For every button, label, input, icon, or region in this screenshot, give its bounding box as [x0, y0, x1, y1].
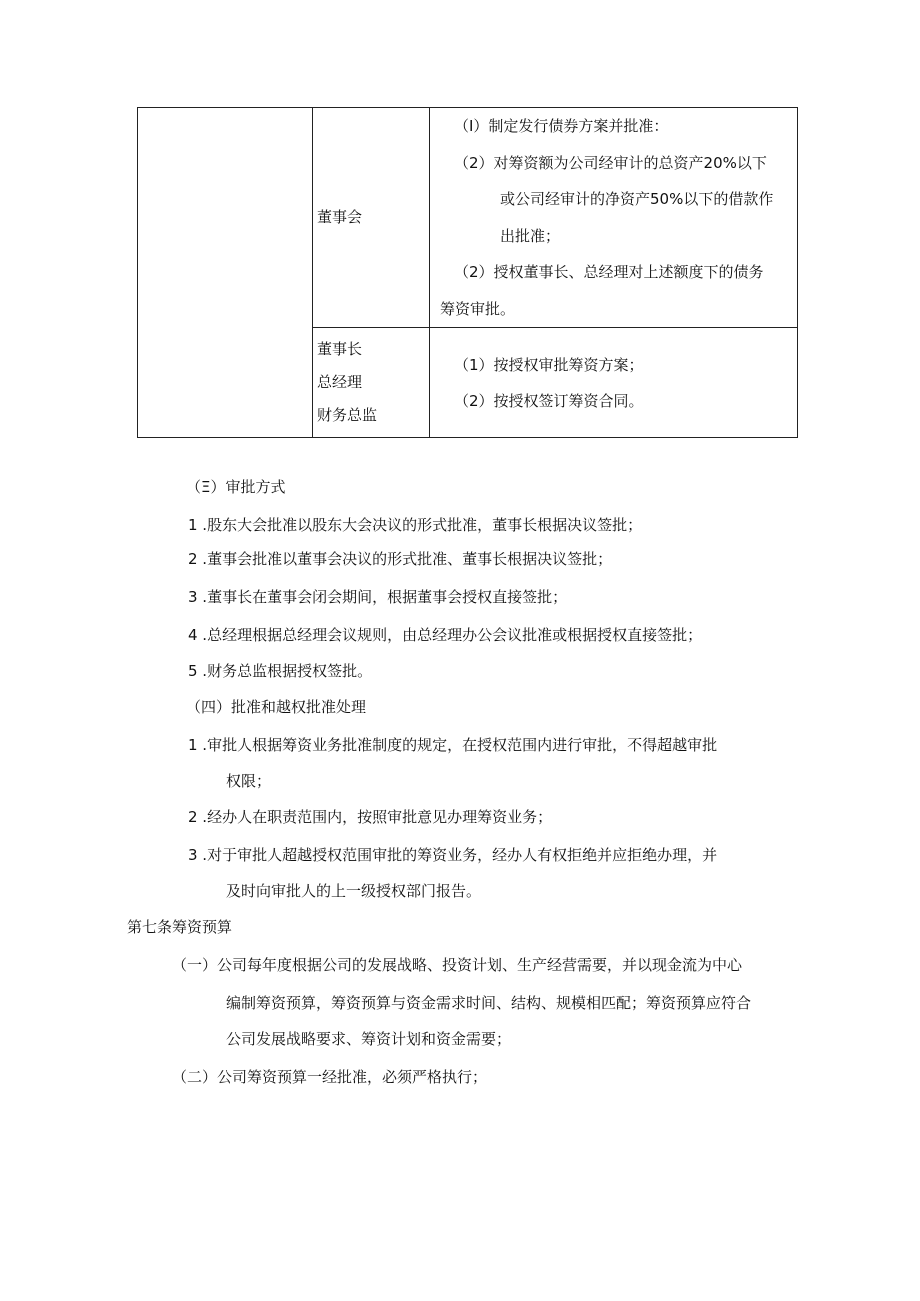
role-cell-executives	[313, 328, 430, 438]
approval-method-item-1: 1 .股东大会批准以股东大会决议的形式批准，董事长根据决议签批；	[188, 516, 643, 534]
role-cell-board	[313, 108, 430, 328]
board-duty-2-end: 出批准；	[500, 226, 561, 245]
overreach-item-1-cont: 权限；	[226, 772, 272, 790]
role-general-manager: 总经理	[317, 373, 363, 391]
approval-method-item-5: 5 .财务总监根据授权签批。	[188, 662, 373, 680]
article-7-para-1-end: 公司发展战略要求、筹资计划和资金需要；	[226, 1030, 512, 1048]
section-heading-approval-method: （Ξ）审批方式	[186, 478, 286, 496]
section-heading-overreach: （四）批准和越权批准处理	[186, 698, 367, 716]
board-duty-1: （I）制定发行债券方案并批准：	[454, 117, 669, 135]
board-duty-3-end: 筹资审批。	[440, 299, 516, 318]
article-7-para-1: （一）公司每年度根据公司的发展战略、投资计划、生产经营需要，并以现金流为中心	[172, 956, 743, 974]
exec-duty-2: （2）按授权签订筹资合同。	[454, 391, 644, 410]
approval-authority-table	[137, 107, 798, 438]
approval-method-item-2: 2 .董事会批准以董事会决议的形式批准、董事长根据决议签批；	[188, 550, 613, 568]
approval-method-item-3: 3 .董事长在董事会闭会期间，根据董事会授权直接签批；	[188, 588, 568, 606]
article-7-para-2: （二）公司筹资预算一经批准，必须严格执行；	[172, 1068, 488, 1086]
article-7-title: 第七条筹资预算	[127, 918, 233, 936]
board-duty-2-cont: 或公司经审计的净资产50%以下的借款作	[500, 190, 774, 208]
board-duty-2: （2）对筹资额为公司经审计的总资产20%以下	[454, 153, 767, 172]
overreach-item-2: 2 .经办人在职责范围内，按照审批意见办理筹资业务；	[188, 808, 553, 826]
overreach-item-3-cont: 及时向审批人的上一级授权部门报告。	[226, 882, 482, 900]
table-row-board	[138, 108, 798, 328]
board-duty-3: （2）授权董事长、总经理对上述额度下的债务	[454, 263, 764, 281]
role-chairman: 董事长	[317, 340, 363, 358]
description-cell-executives	[430, 328, 798, 438]
description-cell-board	[430, 108, 798, 328]
role-board: 董事会	[317, 208, 363, 226]
exec-duty-1: （1）按授权审批筹资方案；	[454, 355, 644, 374]
approval-method-item-4: 4 .总经理根据总经理会议规则，由总经理办公会议批准或根据授权直接签批；	[188, 626, 703, 644]
overreach-item-1: 1 .审批人根据筹资业务批准制度的规定，在授权范围内进行审批，不得超越审批	[188, 736, 718, 754]
role-cfo: 财务总监	[317, 406, 378, 424]
article-7-para-1-cont: 编制筹资预算，筹资预算与资金需求时间、结构、规模相匹配；筹资预算应符合	[226, 994, 752, 1012]
overreach-item-3: 3 .对于审批人超越授权范围审批的筹资业务，经办人有权拒绝并应拒绝办理，并	[188, 846, 718, 864]
empty-category-cell	[138, 108, 313, 438]
